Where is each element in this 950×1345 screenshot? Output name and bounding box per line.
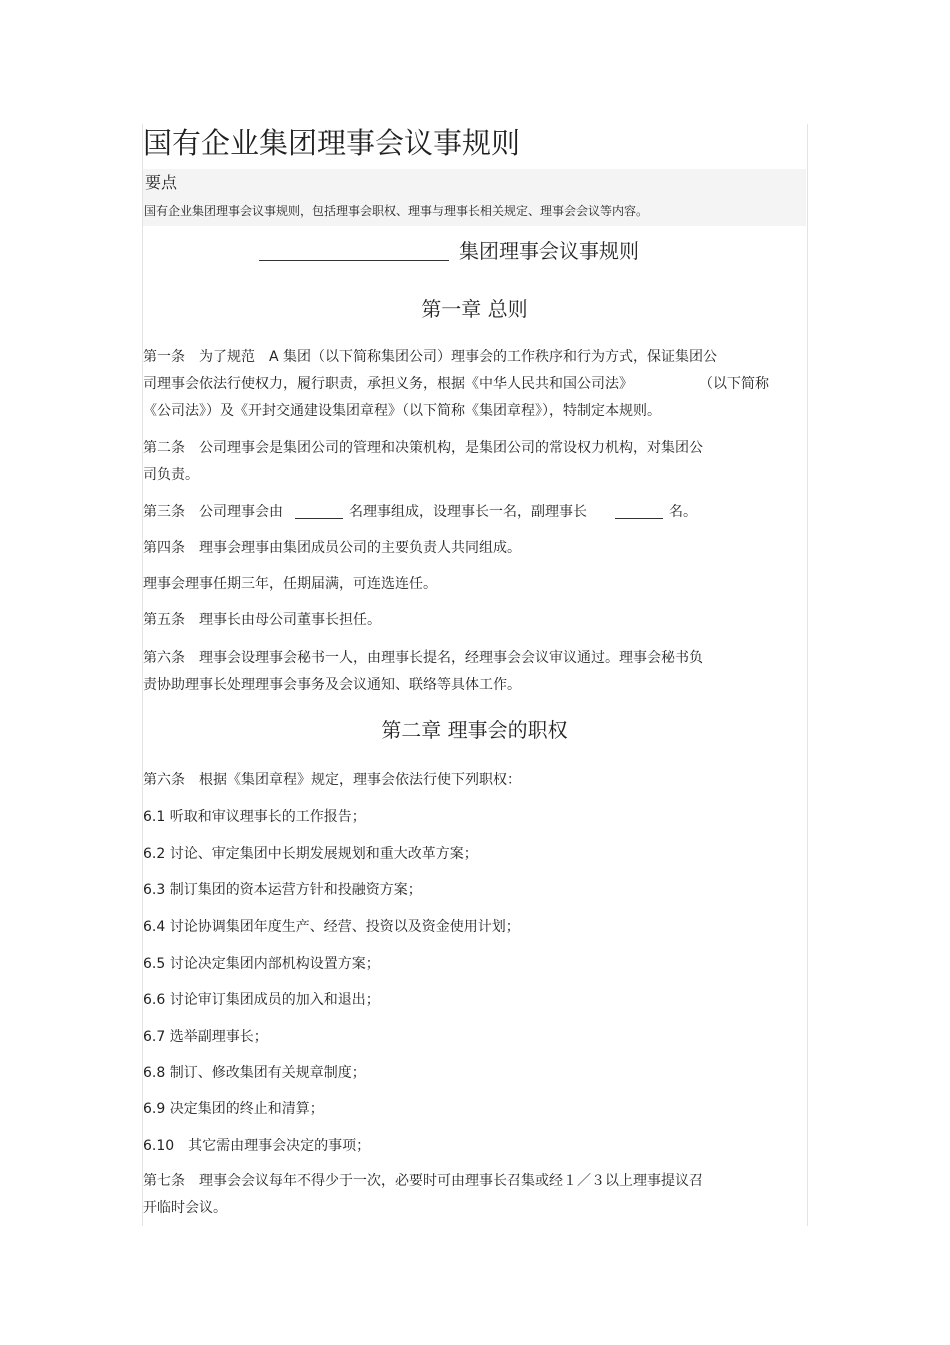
article-4: 第四条 理事会理事由集团成员公司的主要负责人共同组成。: [143, 540, 521, 556]
power-item-6-7: 6.7 选举副理事长；: [143, 1029, 268, 1045]
power-item-6-3: 6.3 制订集团的资本运营方针和投融资方案；: [143, 882, 422, 898]
article-1-line-2b: （以下简称: [699, 376, 769, 392]
article-1-line-2: [143, 371, 803, 398]
article-2: [143, 435, 803, 489]
article-1: [143, 344, 803, 425]
article-5: 第五条 理事长由母公司董事长担任。: [143, 612, 381, 628]
rules-title: [259, 236, 679, 266]
document-title: 国有企业集团理事会议事规则: [143, 126, 521, 160]
power-item-6-5: 6.5 讨论决定集团内部机构设置方案；: [143, 956, 380, 972]
summary-text: 国有企业集团理事会议事规则，包括理事会职权、理事与理事长相关规定、理事会会议等内容。: [144, 204, 649, 218]
power-item-6-2: 6.2 讨论、审定集团中长期发展规划和重大改革方案；: [143, 846, 478, 862]
power-item-6-8: 6.8 制订、修改集团有关规章制度；: [143, 1065, 366, 1081]
powers-intro: 第六条 根据《集团章程》规定，理事会依法行使下列职权：: [143, 772, 521, 788]
article-3: [143, 499, 803, 526]
article-2-line-1: 第二条 公司理事会是集团公司的管理和决策机构，是集团公司的常设权力机构，对集团公: [143, 440, 703, 456]
article-7-line-1: 第七条 理事会会议每年不得少于一次，必要时可由理事长召集或经１／３以上理事提议召: [143, 1173, 703, 1189]
blank-director-count: [295, 501, 343, 519]
article-2-line-2: 司负责。: [143, 467, 199, 483]
article-6-line-1: 第六条 理事会设理事会秘书一人，由理事长提名，经理事会会议审议通过。理事会秘书负: [143, 650, 703, 666]
article-7: [143, 1168, 803, 1222]
summary-box: [143, 169, 806, 226]
power-item-6-9: 6.9 决定集团的终止和清算；: [143, 1101, 324, 1117]
article-6: [143, 645, 803, 699]
chapter-heading-2: 第二章 理事会的职权: [381, 718, 568, 742]
term-clause: 理事会理事任期三年，任期届满，可连选连任。: [143, 576, 437, 592]
power-item-6-4: 6.4 讨论协调集团年度生产、经营、投资以及资金使用计划；: [143, 919, 520, 935]
article-6-line-2: 责协助理事长处理理事会事务及会议通知、联络等具体工作。: [143, 677, 521, 693]
chapter-heading-1: 第一章 总则: [421, 297, 528, 321]
rules-title-text: 集团理事会议事规则: [459, 239, 639, 263]
blank-vice-chair-count: [615, 501, 663, 519]
article-3-part-3: 名。: [669, 504, 697, 520]
article-3-part-2: 名理事组成，设理事长一名，副理事长: [349, 504, 587, 520]
summary-heading: 要点: [145, 173, 178, 192]
article-3-part-1: 第三条 公司理事会由: [143, 504, 283, 520]
power-item-6-1: 6.1 听取和审议理事长的工作报告；: [143, 809, 366, 825]
power-item-6-6: 6.6 讨论审订集团成员的加入和退出；: [143, 992, 380, 1008]
article-1-line-2a: 司理事会依法行使权力，履行职责，承担义务，根据《中华人民共和国公司法》: [143, 376, 633, 392]
power-item-6-10: 6.10 其它需由理事会决定的事项；: [143, 1138, 371, 1154]
article-7-line-2: 开临时会议。: [143, 1200, 227, 1216]
title-blank-line: [259, 236, 449, 261]
article-1-line-3: 《公司法》）及《开封交通建设集团章程》（以下简称《集团章程》），特制定本规则。: [143, 403, 661, 419]
article-1-line-1: 第一条 为了规范 A 集团（以下简称集团公司）理事会的工作秩序和行为方式，保证集团公: [143, 349, 718, 365]
